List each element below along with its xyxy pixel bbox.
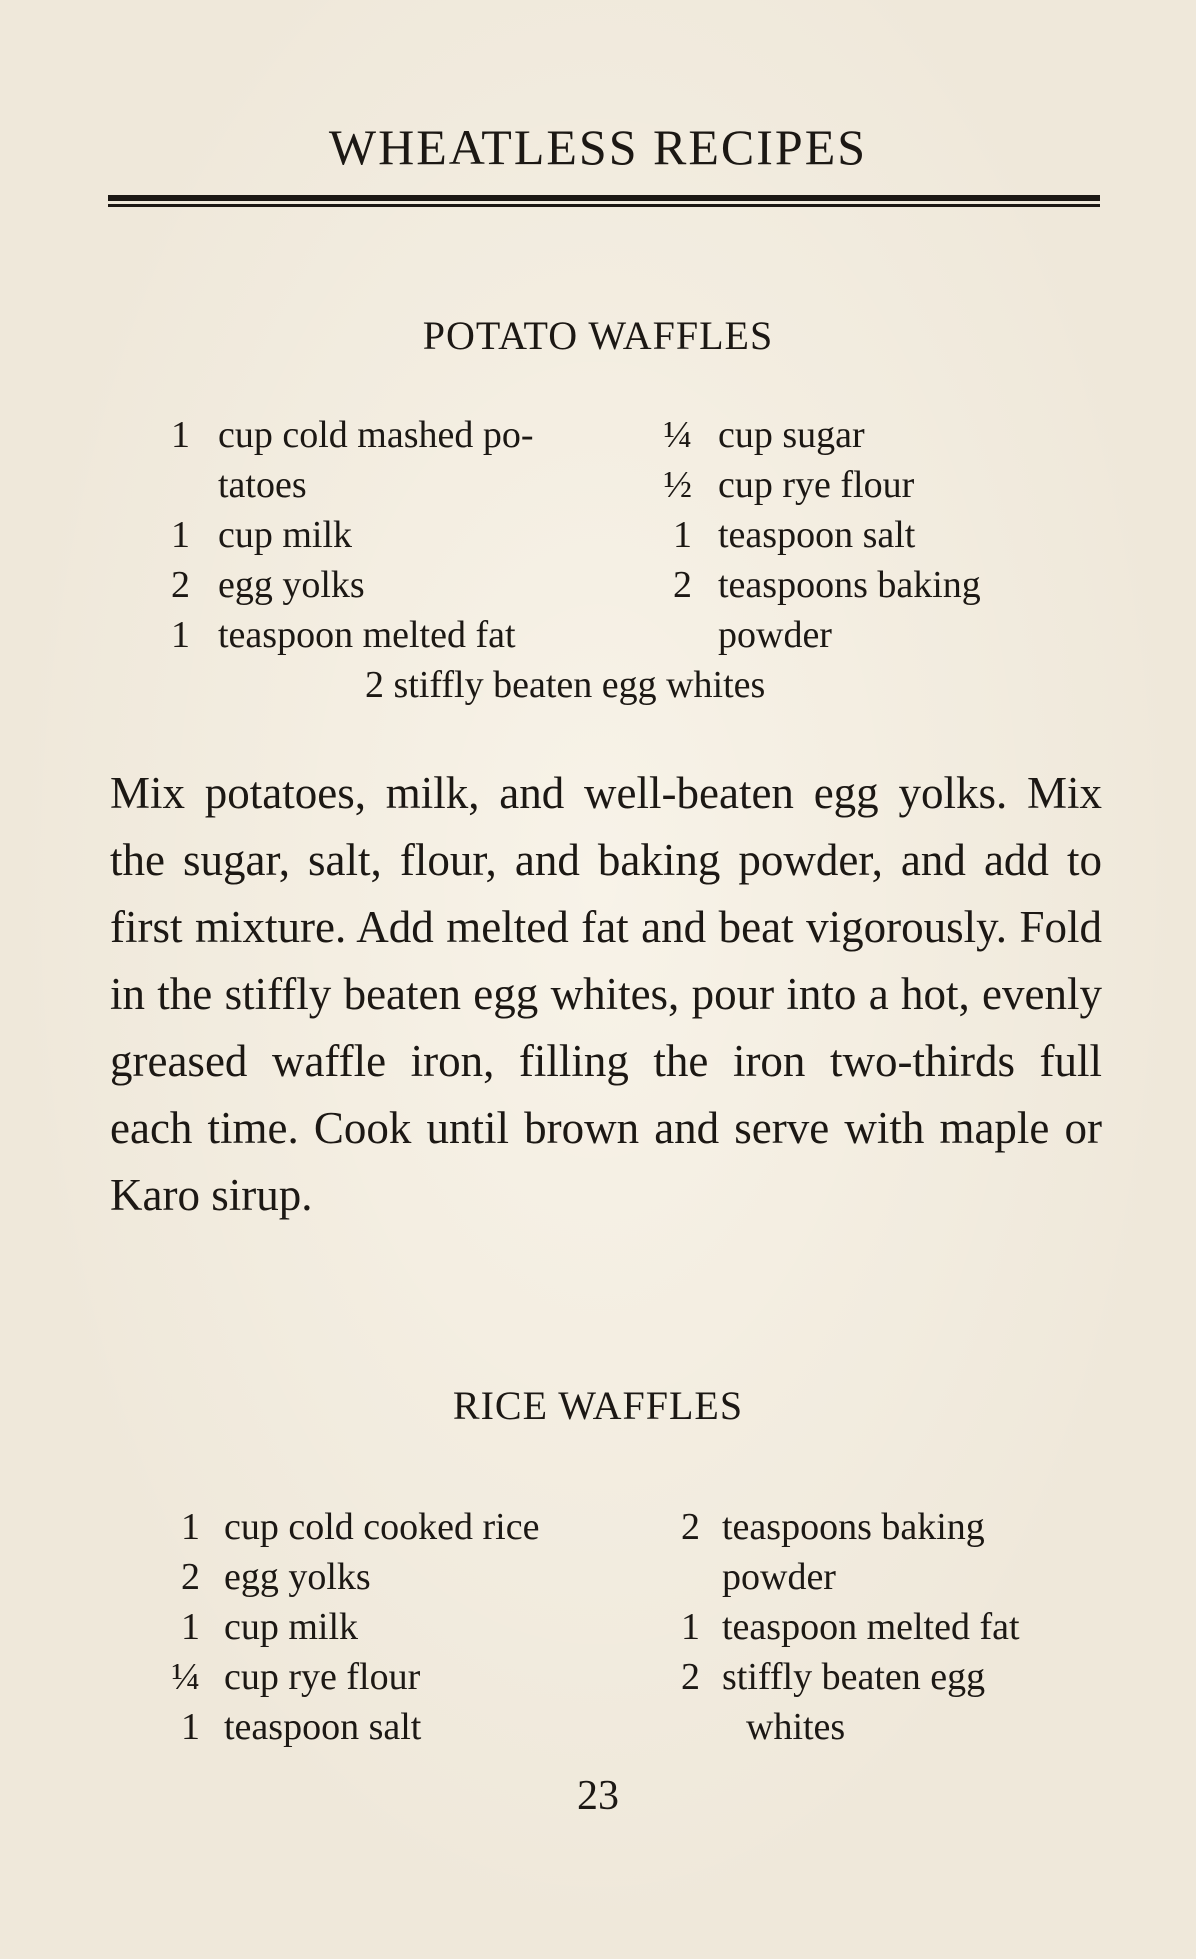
ingredient-qty: 1 [673,514,692,556]
ingredient-qty: 1 [171,514,190,556]
ingredient-qty: ¼ [663,414,692,456]
ingredient-qty: ¼ [171,1656,200,1698]
ingredient-text: teaspoons baking [722,1506,985,1548]
ingredient-text: cup rye flour [224,1656,421,1698]
ingredient-qty: 1 [681,1606,700,1648]
ingredient-qty: 1 [171,614,190,656]
ingredient-text: powder [718,614,832,656]
potato-waffles-title: POTATO WAFFLES [422,313,774,358]
ingredient-text: whites [746,1706,846,1748]
ingredient-qty: 2 [673,564,692,606]
ingredient-text: egg yolks [218,564,365,606]
potato-method-paragraph: Mix potatoes, milk, and well-beaten egg yolks. Mix the sugar, salt, flour, and baking powder, and add to first mixture. Add melted fat and beat vigorously. Fold in the stiffly beaten egg whites, pour into a hot, evenly greased waffle iron, filling the iron two-thirds full each time. Cook until brown and serve with maple or Karo sirup. [110,768,1102,1220]
rice-waffles-title: RICE WAFFLES [452,1383,744,1428]
ingredient-text: teaspoon salt [224,1706,422,1748]
running-head: WHEATLESS RECIPES [328,119,868,175]
ingredient-text: teaspoon melted fat [218,614,516,656]
ingredient-qty: 2 [681,1506,700,1548]
ingredient-qty: 1 [181,1506,200,1548]
ingredient-text: cup cold cooked rice [224,1506,540,1548]
ingredient-qty: 2 [681,1656,700,1698]
ingredient-text: teaspoon salt [718,514,916,556]
ingredient-text: cup milk [224,1606,359,1648]
ingredient-text: cup cold mashed po- [218,414,534,456]
page-number: 23 [577,1773,619,1819]
ingredient-text: teaspoons baking [718,564,981,606]
ingredient-text: stiffly beaten egg [722,1656,986,1698]
ingredient-text: teaspoon melted fat [722,1606,1020,1648]
ingredient-line-centered: 2 stiffly beaten egg whites [365,664,766,706]
ingredient-text: cup sugar [718,414,865,456]
ingredient-text: egg yolks [224,1556,371,1598]
ingredient-text: cup milk [218,514,353,556]
ingredient-qty: 1 [171,414,190,456]
ingredient-qty: 1 [181,1606,200,1648]
ingredient-qty: 1 [181,1706,200,1748]
ingredient-qty: ½ [663,464,692,506]
ingredient-text: cup rye flour [718,464,915,506]
header-rule-thin [108,204,1100,207]
ingredient-qty: 2 [181,1556,200,1598]
header-rule-thick [108,195,1100,201]
ingredient-text: tatoes [218,464,307,506]
ingredient-qty: 2 [171,564,190,606]
ingredient-text: powder [722,1556,836,1598]
